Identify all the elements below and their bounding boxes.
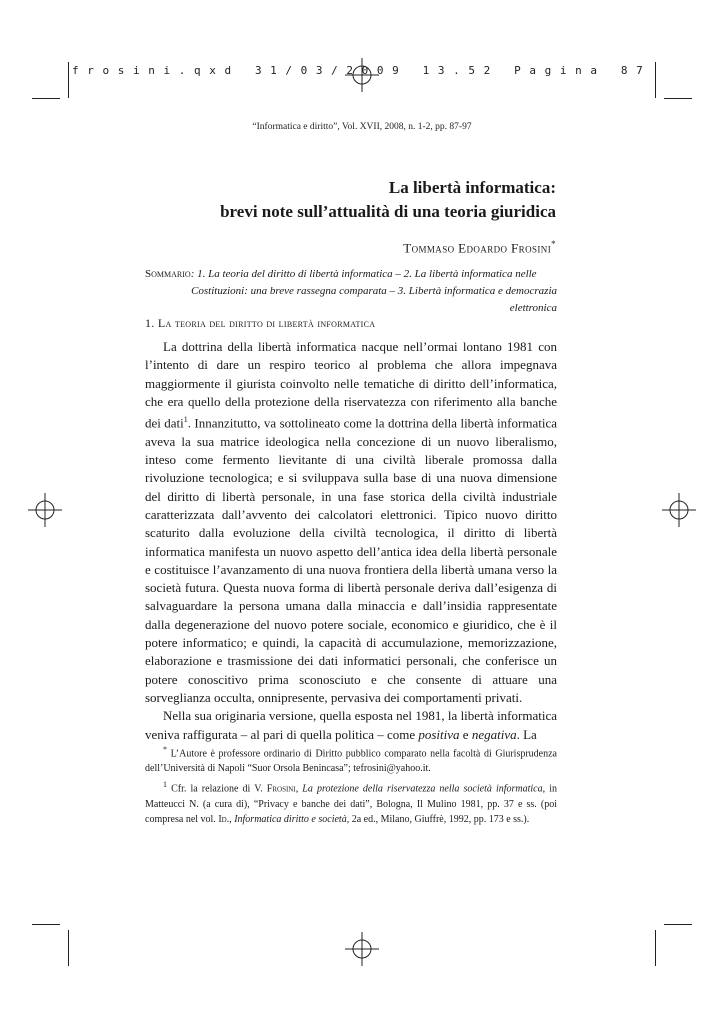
registration-mark-icon (345, 58, 379, 92)
footnote-text: , (229, 813, 235, 825)
footnote-mark: * (163, 745, 167, 754)
running-head: “Informatica e diritto”, Vol. XVII, 2008, n. 1-2, pp. 87-97 (252, 122, 472, 132)
footnote-mark: 1 (163, 780, 167, 790)
paragraph-text: La dottrina della libertà informatica nacque nell’ormai lontano 1981 con l’intento di dare un respiro teorico al problema che allora impegnava maggiormente il giurista coinvolto nelle tematiche di diritto dell’informatica, che era quello della protezione della riservatezza con riferimento alla banche dei dati (145, 339, 557, 431)
paragraph (145, 707, 557, 744)
article-title (126, 176, 556, 224)
footnote (145, 777, 557, 826)
slug-line: f r o s i n i . q x d 3 1 / 0 3 / 2 0 0 9 1 3 . 5 2 P a g i n a 8 7 (72, 64, 644, 77)
footnote (145, 742, 557, 776)
summary (145, 266, 557, 317)
footnote-title: Informatica diritto e società (234, 813, 347, 825)
body-text (145, 338, 557, 744)
registration-mark-icon (28, 493, 62, 527)
author (403, 239, 556, 256)
registration-mark-icon (345, 932, 379, 966)
title-line: brevi note sull’attualità di una teoria giuridica (220, 202, 556, 221)
section-heading: 1. La teoria del diritto di libertà informatica (145, 316, 376, 330)
footnote-text: , in Matteucci N. (a cura di), “Privacy e banche dei dati”, Bologna, Il Mulino 1981, pp. 37 e ss. (poi compresa nel vol. (145, 783, 558, 825)
crop-mark (32, 924, 60, 925)
footnote-text: L’Autore è professore ordinario di Diritto pubblico comparato nella facoltà di Giurisprudenza dell’Università di Napoli “Suor Orsola Benincasa”; tefrosini@yahoo.it. (145, 748, 557, 775)
crop-mark (68, 62, 69, 98)
footnote-text: , 2a ed., Milano, Giuffrè, 1992, pp. 173 e ss.). (346, 813, 530, 825)
title-line: La libertà informatica: (388, 178, 556, 197)
footnote-ref: 1 (183, 415, 188, 425)
summary-label: Sommario (145, 268, 191, 280)
crop-mark (655, 62, 656, 98)
summary-text: : 1. La teoria del diritto di libertà informatica – 2. La libertà informatica nelle (190, 268, 537, 280)
crop-mark (655, 930, 656, 966)
crop-mark (664, 924, 692, 925)
summary-text: Costituzioni: una breve rassegna comparata – 3. Libertà informatica e democrazia elettronica (191, 285, 557, 314)
footnote-title: La protezione della riservatezza nella società informatica (302, 783, 543, 795)
paragraph-emphasis: positiva (418, 726, 460, 742)
registration-mark-icon (662, 493, 696, 527)
footnotes (145, 742, 557, 827)
author-footnote-mark: * (551, 239, 556, 249)
footnote-author: Id. (218, 813, 230, 825)
paragraph-text: e (459, 726, 472, 742)
paragraph-text: . Innanzitutto, va sottolineato come la dottrina della libertà informatica aveva la sua matrice ideologica nella concezione di un nuovo liberalismo, inteso come fermento lievitante di una civiltà liberale promossa dalla rivoluzione tecnologica; e si sviluppava sulla base di una nuova dimensione del diritto di libertà personale, in una fase storica della civiltà industriale caratterizzata dall’avvento dei calcolatori elettronici. Tipico nuovo diritto scaturito dalla evoluzione della civiltà tecnologica, il diritto di libertà informatica manifesta un nuovo aspetto dell’antica idea della libertà personale e costituisce l’avanzamento di una nuova frontiera della libertà umana verso la società futura. Questa nuova forma di libertà personale deriva dall’esigenza di salvaguardare la persona umana dalla minaccia e dall’insidia rappresentate dalla degenerazione del nuovo potere sociale, economico e giuridico, che è il potere informatico; e quindi, la capacità di accumulazione, memorizzazione, elaborazione e trasmissione dei dati informatici personali, che conferisce un potere conoscitivo prima sconosciuto e che consente di attuare una sorveglianza occulta, onnipresente, pervasiva dei comportamenti privati. (145, 415, 557, 705)
paragraph-text: . La (516, 726, 537, 742)
footnote-author: Frosini (266, 783, 296, 795)
crop-mark (32, 98, 60, 99)
paragraph (145, 338, 557, 707)
paragraph-text: Nella sua originaria versione, quella esposta nel 1981, la libertà informatica veniva raffigurata – al pari di quella politica – come (145, 708, 557, 742)
paragraph-emphasis: negativa (471, 726, 517, 742)
footnote-text: , (295, 783, 303, 795)
author-name: Tommaso Edoardo Frosini (403, 240, 552, 256)
footnote-text: Cfr. la relazione di V. (167, 783, 267, 795)
crop-mark (664, 98, 692, 99)
crop-mark (68, 930, 69, 966)
